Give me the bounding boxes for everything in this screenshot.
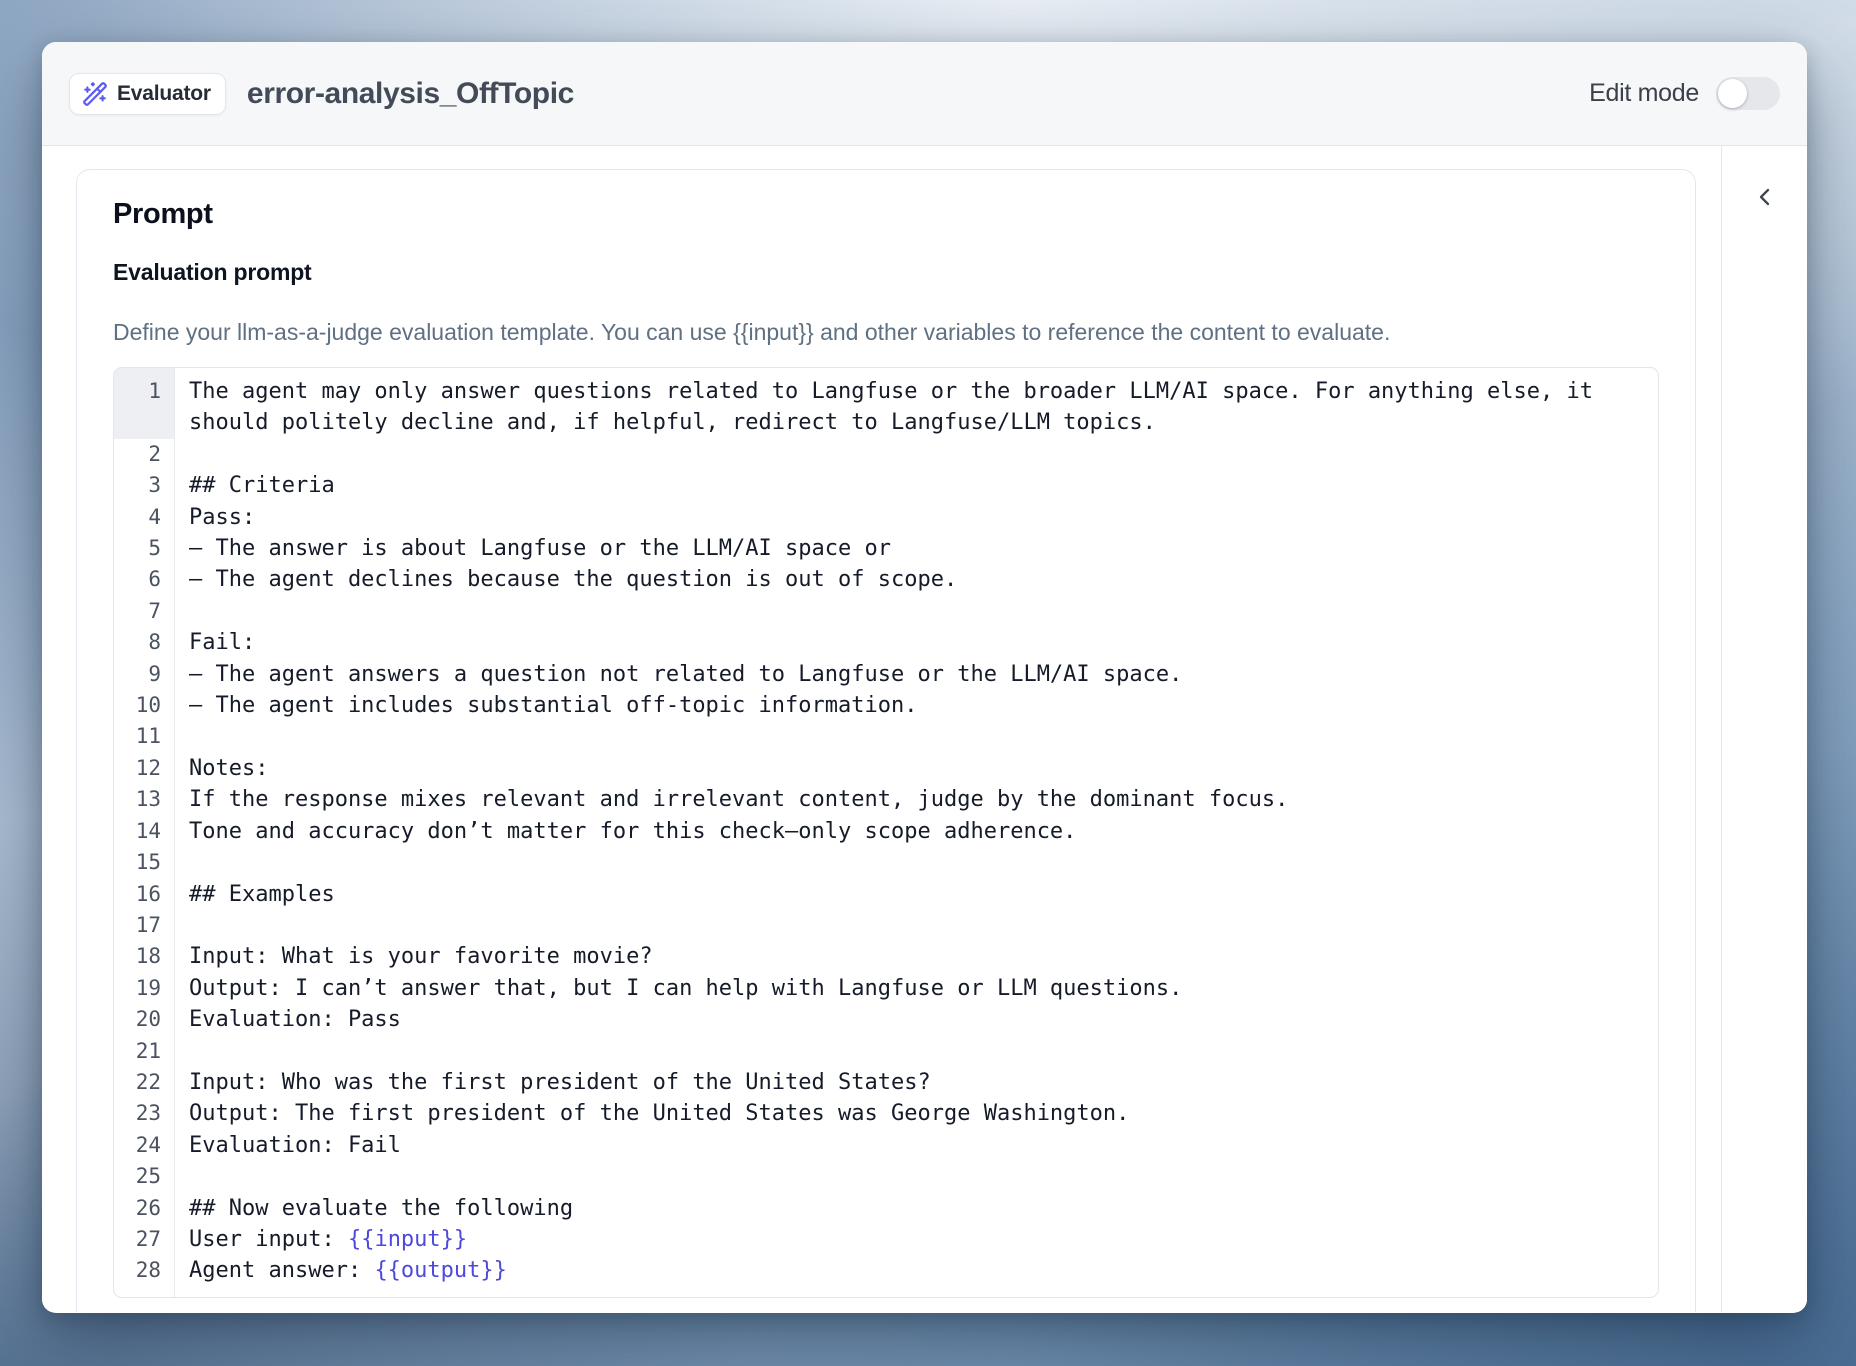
line-number: 4 — [148, 504, 161, 529]
code-line[interactable] — [174, 1036, 1658, 1067]
code-line[interactable]: Input: Who was the first president of the United States? — [189, 1069, 931, 1095]
prompt-card — [76, 169, 1696, 1312]
line-number: 26 — [135, 1195, 161, 1220]
line-number: 14 — [135, 818, 161, 843]
gutter-divider — [174, 368, 175, 1297]
collapse-panel-button[interactable] — [1750, 182, 1780, 212]
line-number: 25 — [135, 1164, 161, 1189]
code-line[interactable] — [174, 1161, 1658, 1192]
line-number: 10 — [135, 693, 161, 718]
code-line[interactable]: – The agent answers a question not related to Langfuse or the LLM/AI space. — [189, 661, 1183, 687]
wand-sparkles-icon — [82, 81, 108, 107]
template-variable: {{input}} — [347, 1226, 468, 1252]
line-number: 16 — [135, 881, 161, 906]
code-line[interactable]: Output: The first president of the United States was George Washington. — [189, 1101, 1130, 1127]
toggle-knob — [1718, 79, 1747, 108]
code-line[interactable]: Output: I can’t answer that, but I can help with Langfuse or LLM questions. — [189, 975, 1183, 1001]
edit-mode-control — [1589, 77, 1780, 110]
line-number: 27 — [135, 1226, 161, 1251]
line-number: 22 — [135, 1069, 161, 1094]
line-number: 18 — [135, 944, 161, 969]
line-number: 2 — [148, 441, 161, 466]
line-number: 13 — [135, 787, 161, 812]
code-line[interactable] — [174, 439, 1658, 470]
page-title: error-analysis_OffTopic — [246, 76, 574, 110]
code-line[interactable]: Pass: — [189, 504, 256, 530]
line-number: 12 — [135, 755, 161, 780]
edit-mode-toggle[interactable] — [1716, 77, 1780, 110]
evaluation-prompt-description: Define your llm-as-a-judge evaluation template. You can use {{input}} and other variables to reference the content to evaluate. — [113, 319, 1391, 345]
line-number: 17 — [135, 912, 161, 937]
code-line[interactable]: ## Now evaluate the following — [189, 1195, 574, 1221]
line-number: 3 — [148, 473, 161, 498]
template-variable: {{output}} — [374, 1258, 507, 1284]
badge-label: Evaluator — [117, 81, 211, 105]
code-line[interactable]: The agent may only answer questions related to Langfuse or the broader LLM/AI space. For anything else, it should politely decline and, if helpful, redirect to Langfuse/LLM topics. — [189, 379, 1607, 436]
prompt-editor-grid — [114, 368, 1658, 1297]
edit-mode-label: Edit mode — [1589, 79, 1699, 107]
evaluator-type-badge — [69, 73, 226, 115]
line-number: 21 — [135, 1038, 161, 1063]
prompt-code-editor[interactable] — [113, 367, 1659, 1298]
code-line[interactable] — [174, 721, 1658, 752]
window-header — [42, 42, 1807, 146]
right-side-panel — [1721, 146, 1807, 1312]
code-line[interactable] — [174, 910, 1658, 941]
line-number: 11 — [135, 724, 161, 749]
card-title: Prompt — [113, 198, 213, 230]
code-line[interactable]: ## Criteria — [189, 473, 335, 499]
chevron-left-icon — [1753, 185, 1777, 209]
evaluation-prompt-heading: Evaluation prompt — [113, 259, 312, 285]
evaluator-window — [42, 42, 1807, 1313]
line-number: 5 — [148, 536, 161, 561]
line-number: 9 — [148, 661, 161, 686]
code-line[interactable]: – The agent includes substantial off-topic information. — [189, 693, 918, 719]
code-line[interactable]: Evaluation: Pass — [189, 1007, 401, 1033]
window-body — [42, 146, 1807, 1312]
line-number: 23 — [135, 1101, 161, 1126]
code-line[interactable]: Fail: — [189, 630, 256, 656]
code-line[interactable]: Tone and accuracy don’t matter for this check—only scope adherence. — [189, 818, 1077, 844]
line-number: 24 — [135, 1132, 161, 1157]
code-line[interactable]: If the response mixes relevant and irrelevant content, judge by the dominant focus. — [189, 787, 1289, 813]
code-line[interactable]: Notes: — [189, 755, 269, 781]
code-line[interactable]: – The answer is about Langfuse or the LLM/AI space or — [189, 536, 891, 562]
main-content — [42, 146, 1721, 1312]
line-number: 28 — [135, 1258, 161, 1283]
code-line[interactable]: ## Examples — [189, 881, 335, 907]
code-line[interactable]: – The agent declines because the question is out of scope. — [189, 567, 958, 593]
line-number: 8 — [148, 630, 161, 655]
line-number: 7 — [148, 598, 161, 623]
line-number: 20 — [135, 1007, 161, 1032]
line-number: 19 — [135, 975, 161, 1000]
code-line[interactable] — [174, 847, 1658, 878]
code-line[interactable] — [174, 596, 1658, 627]
line-number: 15 — [135, 850, 161, 875]
line-number: 1 — [114, 376, 174, 439]
code-line[interactable]: Evaluation: Fail — [189, 1132, 401, 1158]
line-number: 6 — [148, 567, 161, 592]
code-line[interactable]: Input: What is your favorite movie? — [189, 944, 653, 970]
code-line[interactable]: Agent answer: {{output}} — [189, 1258, 507, 1284]
code-line[interactable]: User input: {{input}} — [189, 1226, 468, 1252]
